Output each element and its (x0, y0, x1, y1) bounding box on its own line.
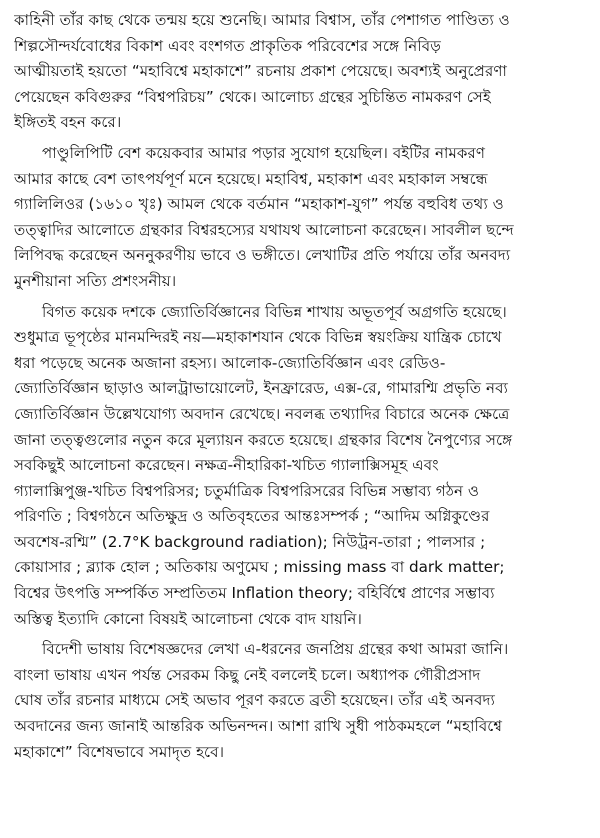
text-line: পাণ্ডুলিপিটি বেশ কয়েকবার আমার পড়ার সুযোগ হয়েছিল। বইটির নামকরণ (42, 143, 486, 162)
text-line: লিপিবদ্ধ করেছেন অননুকরণীয় ভাবে ও ভঙ্গীতে। লেখাটির প্রতি পর্যায়ে তাঁর অনবদ্য (14, 246, 511, 265)
text-line: গ্যালাক্সিপুঞ্জ-খচিত বিশ্বপরিসর; চতুর্মাত্রিক বিশ্বপরিসরের বিভিন্ন সম্ভাব্য গঠন ও (14, 481, 480, 500)
text-line: বাংলা ভাষায় এখন পর্যন্ত সেরকম কিছু নেই বললেই চলে। অধ্যাপক গৌরীপ্রসাদ (14, 665, 481, 684)
text-line: জানা তত্ত্বগুলোর নতুন করে মূল্যায়ন করতে হয়েছে। গ্রন্থকার বিশেষ নৈপুণ্যের সঙ্গে (14, 430, 513, 449)
text-line: পরিণতি ; বিশ্বগঠনে অতিক্ষুদ্র ও অতিবৃহতের আন্তঃসম্পর্ক ; “আদিম অগ্নিকুণ্ডের (14, 507, 490, 526)
text-line: বিদেশী ভাষায় বিশেষজ্ঞদের লেখা এ-ধরনের জনপ্রিয় গ্রন্থের কথা আমরা জানি। (42, 640, 509, 659)
text-line: বিশ্বের উৎপত্তি সম্পর্কিত সম্প্রতিতম Inflation theory; বহির্বিশ্বে প্রাণের সম্ভাব্য (14, 584, 495, 603)
text-line: অস্তিত্ব ইত্যাদি কোনো বিষয়ই আলোচনা থেকে বাদ যায়নি। (14, 609, 362, 628)
paragraph-4 (14, 637, 586, 765)
text-line: শিল্পসৌন্দর্যবোধের বিকাশ এবং বংশগত প্রাকৃতিক পরিবেশের সঙ্গে নিবিড় (14, 36, 441, 55)
text-line: মুনশীয়ানা সত্যি প্রশংসনীয়। (14, 271, 177, 290)
text-line: কাহিনী তাঁর কাছ থেকে তন্ময় হয়ে শুনেছি। আমার বিশ্বাস, তাঁর পেশাগত পাণ্ডিত্য ও (14, 11, 510, 29)
paragraph-3 (14, 300, 586, 633)
text-line: আত্মীয়তাই হয়তো “মহাবিশ্বে মহাকাশে” রচনায় প্রকাশ পেয়েছে। অবশ্যই অনুপ্রেরণা (14, 62, 507, 81)
text-line: ঘোষ তাঁর রচনার মাধ্যমে সেই অভাব পূরণ করতে ব্রতী হয়েছেন। তাঁর এই অনবদ্য (14, 691, 495, 710)
text-line: গ্যালিলিওর (১৬১০ খৃঃ) আমল থেকে বর্তমান “মহাকাশ-যুগ” পর্যন্ত বহুবিধ তথ্য ও (14, 195, 504, 214)
text-line: শুধুমাত্র ভূপৃষ্ঠের মানমন্দিরই নয়—মহাকাশযান থেকে বিভিন্ন স্বয়ংক্রিয় যান্ত্রিক চোখে (14, 328, 502, 347)
paragraph-1 (14, 8, 586, 136)
text-line: সবকিছুই আলোচনা করেছেন। নক্ষত্র-নীহারিকা-খচিত গ্যালাক্সিসমূহ এবং (14, 456, 439, 475)
text-line: আমার কাছে বেশ তাৎপর্যপূর্ণ মনে হয়েছে। মহাবিশ্ব, মহাকাশ এবং মহাকাল সম্বন্ধে (14, 169, 488, 188)
text-line: অবশেষ-রশ্মি” (2.7°K background radiation); নিউট্রন-তারা ; পালসার ; (14, 532, 486, 551)
text-line: তত্ত্বাদির আলোতে গ্রন্থকার বিশ্বরহস্যের যথাযথ আলোচনা করেছেন। সাবলীল ছন্দে (14, 220, 514, 239)
text-line: পেয়েছেন কবিগুরুর “বিশ্বপরিচয়” থেকে। আলোচ্য গ্রন্থের সুচিন্তিত নামকরণ সেই (14, 87, 491, 106)
text-line: জ্যোতির্বিজ্ঞান ছাড়াও আলট্রাভায়োলেট, ইনফ্রারেড, এক্স-রে, গামারশ্মি প্রভৃতি নব্য (14, 379, 508, 398)
text-line: অবদানের জন্য জানাই আন্তরিক অভিনন্দন। আশা রাখি সুধী পাঠকমহলে “মহাবিশ্বে (14, 717, 503, 736)
text-line: বিগত কয়েক দশকে জ্যোতির্বিজ্ঞানের বিভিন্ন শাখায় অভূতপূর্ব অগ্রগতি হয়েছে। (42, 302, 507, 321)
paragraph-2 (14, 141, 586, 295)
text-line: কোয়াসার ; ব্ল্যাক হোল ; অতিকায় অণুমেঘ ; missing mass বা dark matter; (14, 558, 505, 577)
text-line: ইঙ্গিতই বহন করে। (14, 113, 122, 132)
text-line: ধরা পড়েছে অনেক অজানা রহস্য। আলোক-জ্যোতির্বিজ্ঞান এবং রেডিও- (14, 353, 446, 372)
text-line: জ্যোতির্বিজ্ঞান উল্লেখযোগ্য অবদান রেখেছে। নবলব্ধ তথ্যাদির বিচারে অনেক ক্ষেত্রে (14, 404, 510, 423)
text-line: মহাকাশে” বিশেষভাবে সমাদৃত হবে। (14, 742, 225, 761)
